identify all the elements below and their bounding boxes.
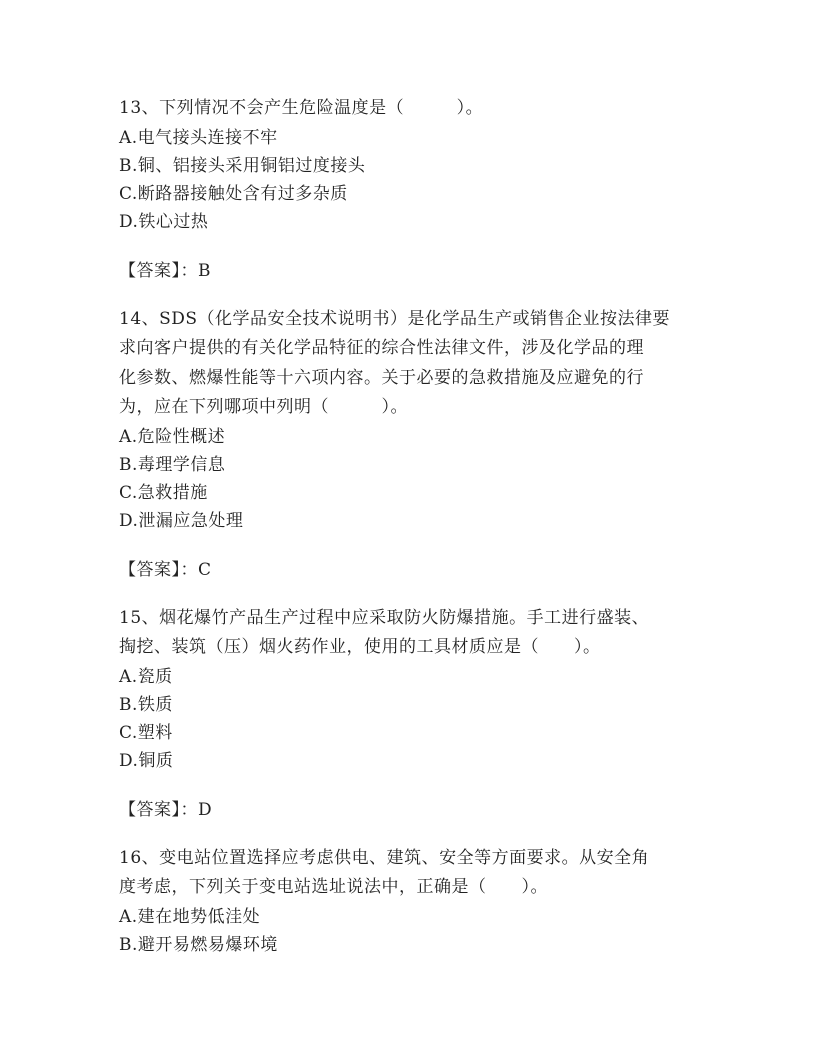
- option-d: D.铜质: [119, 750, 174, 771]
- question-stem: 为，应在下列哪项中列明（ ）。: [119, 397, 408, 417]
- question-15: [119, 604, 699, 824]
- option-c: C.断路器接触处含有过多杂质: [119, 183, 348, 204]
- option-a: A.电气接头连接不牢: [119, 127, 278, 148]
- question-stem: 度考虑，下列关于变电站选址说法中，正确是（ ）。: [119, 877, 548, 897]
- exam-page: [119, 94, 699, 959]
- question-14: [119, 305, 699, 584]
- option-b: B.铁质: [119, 694, 173, 715]
- answer-line: 【答案】：D: [119, 799, 213, 820]
- option-d: D.泄漏应急处理: [119, 510, 244, 531]
- question-stem: 14、SDS（化学品安全技术说明书）是化学品生产或销售企业按法律要: [119, 308, 671, 329]
- question-16: [119, 844, 699, 959]
- option-a: A.危险性概述: [119, 426, 226, 447]
- answer-line: 【答案】：B: [119, 260, 211, 281]
- question-stem: 求向客户提供的有关化学品特征的综合性法律文件，涉及化学品的理: [119, 338, 644, 358]
- option-b: B.毒理学信息: [119, 454, 226, 475]
- option-a: A.建在地势低洼处: [119, 906, 261, 927]
- option-c: C.塑料: [119, 722, 173, 743]
- question-stem: 15、烟花爆竹产品生产过程中应采取防火防爆措施。手工进行盛装、: [119, 607, 650, 628]
- option-b: B.铜、铝接头采用铜铝过度接头: [119, 155, 366, 176]
- question-stem: 掏挖、装筑（压）烟火药作业，使用的工具材质应是（ ）。: [119, 637, 601, 657]
- answer-line: 【答案】：C: [119, 559, 212, 580]
- question-stem: 16、变电站位置选择应考虑供电、建筑、安全等方面要求。从安全角: [119, 847, 650, 868]
- option-b: B.避开易燃易爆环境: [119, 934, 278, 955]
- question-stem: 13、下列情况不会产生危险温度是（ ）。: [119, 98, 484, 118]
- option-c: C.急救措施: [119, 482, 208, 503]
- question-13: [119, 94, 699, 285]
- option-d: D.铁心过热: [119, 211, 209, 232]
- option-a: A.瓷质: [119, 666, 173, 687]
- question-stem: 化参数、燃爆性能等十六项内容。关于必要的急救措施及应避免的行: [119, 367, 644, 388]
